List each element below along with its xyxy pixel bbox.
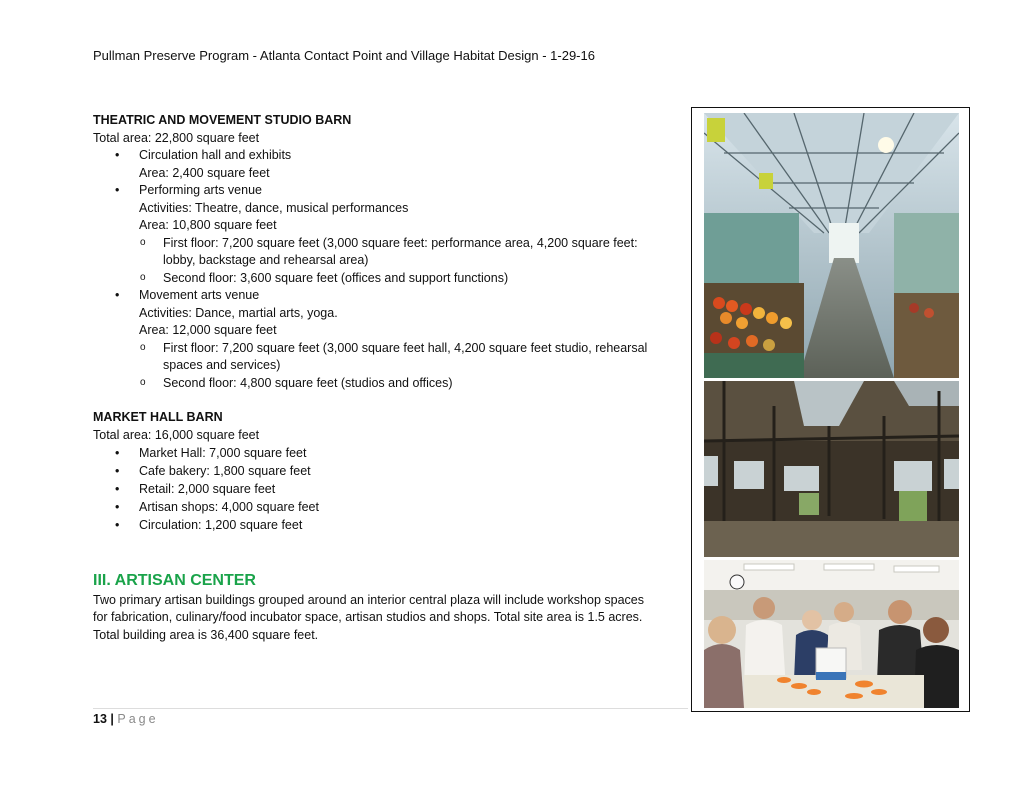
paragraph-line: Two primary artisan buildings grouped around an interior central plaza will include workshop spaces [93, 592, 644, 607]
sub-list-item: o Second floor: 3,600 square feet (offices and support functions) [93, 270, 683, 288]
theatric-title: THEATRIC AND MOVEMENT STUDIO BARN [93, 113, 352, 127]
sub-list-text: lobby, backstage and rehearsal area) [163, 253, 369, 267]
list-item: • Circulation hall and exhibits [93, 147, 683, 165]
market-total: Total area: 16,000 square feet [93, 427, 260, 442]
list-item-detail: Activities: Dance, martial arts, yoga. [139, 305, 338, 320]
page-footer [93, 712, 159, 726]
document-body [93, 112, 683, 644]
theatric-total: Total area: 22,800 square feet [93, 130, 260, 145]
paragraph-line: Total building area is 36,400 square feet. [93, 627, 319, 642]
list-item: • Movement arts venue [93, 287, 683, 305]
sub-list-text: First floor: 7,200 square feet (3,000 square feet hall, 4,200 square feet studio, rehearsal [163, 340, 648, 355]
sub-list-text: spaces and services) [163, 358, 281, 372]
page-header: Pullman Preserve Program - Atlanta Contact Point and Village Habitat Design - 1-29-16 [93, 48, 595, 63]
barn-interior-photo [704, 381, 959, 557]
footer-divider [93, 708, 688, 709]
market-list [93, 444, 683, 534]
list-item: • Performing arts venue [93, 182, 683, 200]
sub-list-item [93, 235, 683, 270]
list-item-detail: Activities: Theatre, dance, musical performances [139, 200, 409, 215]
theatric-list [93, 147, 683, 392]
list-item-detail: Area: 12,000 square feet [139, 323, 277, 337]
market-title: MARKET HALL BARN [93, 410, 223, 424]
footer-separator: | [110, 712, 114, 726]
list-item: • Cafe bakery: 1,800 square feet [93, 462, 683, 480]
page-number: 13 [93, 712, 107, 726]
list-item-detail: Area: 2,400 square feet [139, 165, 270, 180]
artisan-section-title: III. ARTISAN CENTER [93, 572, 256, 589]
list-item-detail: Area: 10,800 square feet [139, 218, 277, 232]
list-item: • Retail: 2,000 square feet [93, 480, 683, 498]
photo-collage [691, 107, 970, 712]
culinary-class-photo [704, 560, 959, 708]
list-item: • Circulation: 1,200 square feet [93, 516, 683, 534]
paragraph-line: for fabrication, culinary/food incubator space, artisan studios and shops. Total site area is 1.5 acres. [93, 610, 643, 624]
market-interior-photo [704, 113, 959, 378]
page-word: Page [117, 712, 159, 726]
artisan-paragraph [93, 592, 683, 645]
sub-list-text: First floor: 7,200 square feet (3,000 square feet: performance area, 4,200 square feet: [163, 235, 638, 250]
sub-list-item: o Second floor: 4,800 square feet (studios and offices) [93, 375, 683, 393]
list-item: • Artisan shops: 4,000 square feet [93, 498, 683, 516]
sub-list-item [93, 340, 683, 375]
list-item: • Market Hall: 7,000 square feet [93, 444, 683, 462]
